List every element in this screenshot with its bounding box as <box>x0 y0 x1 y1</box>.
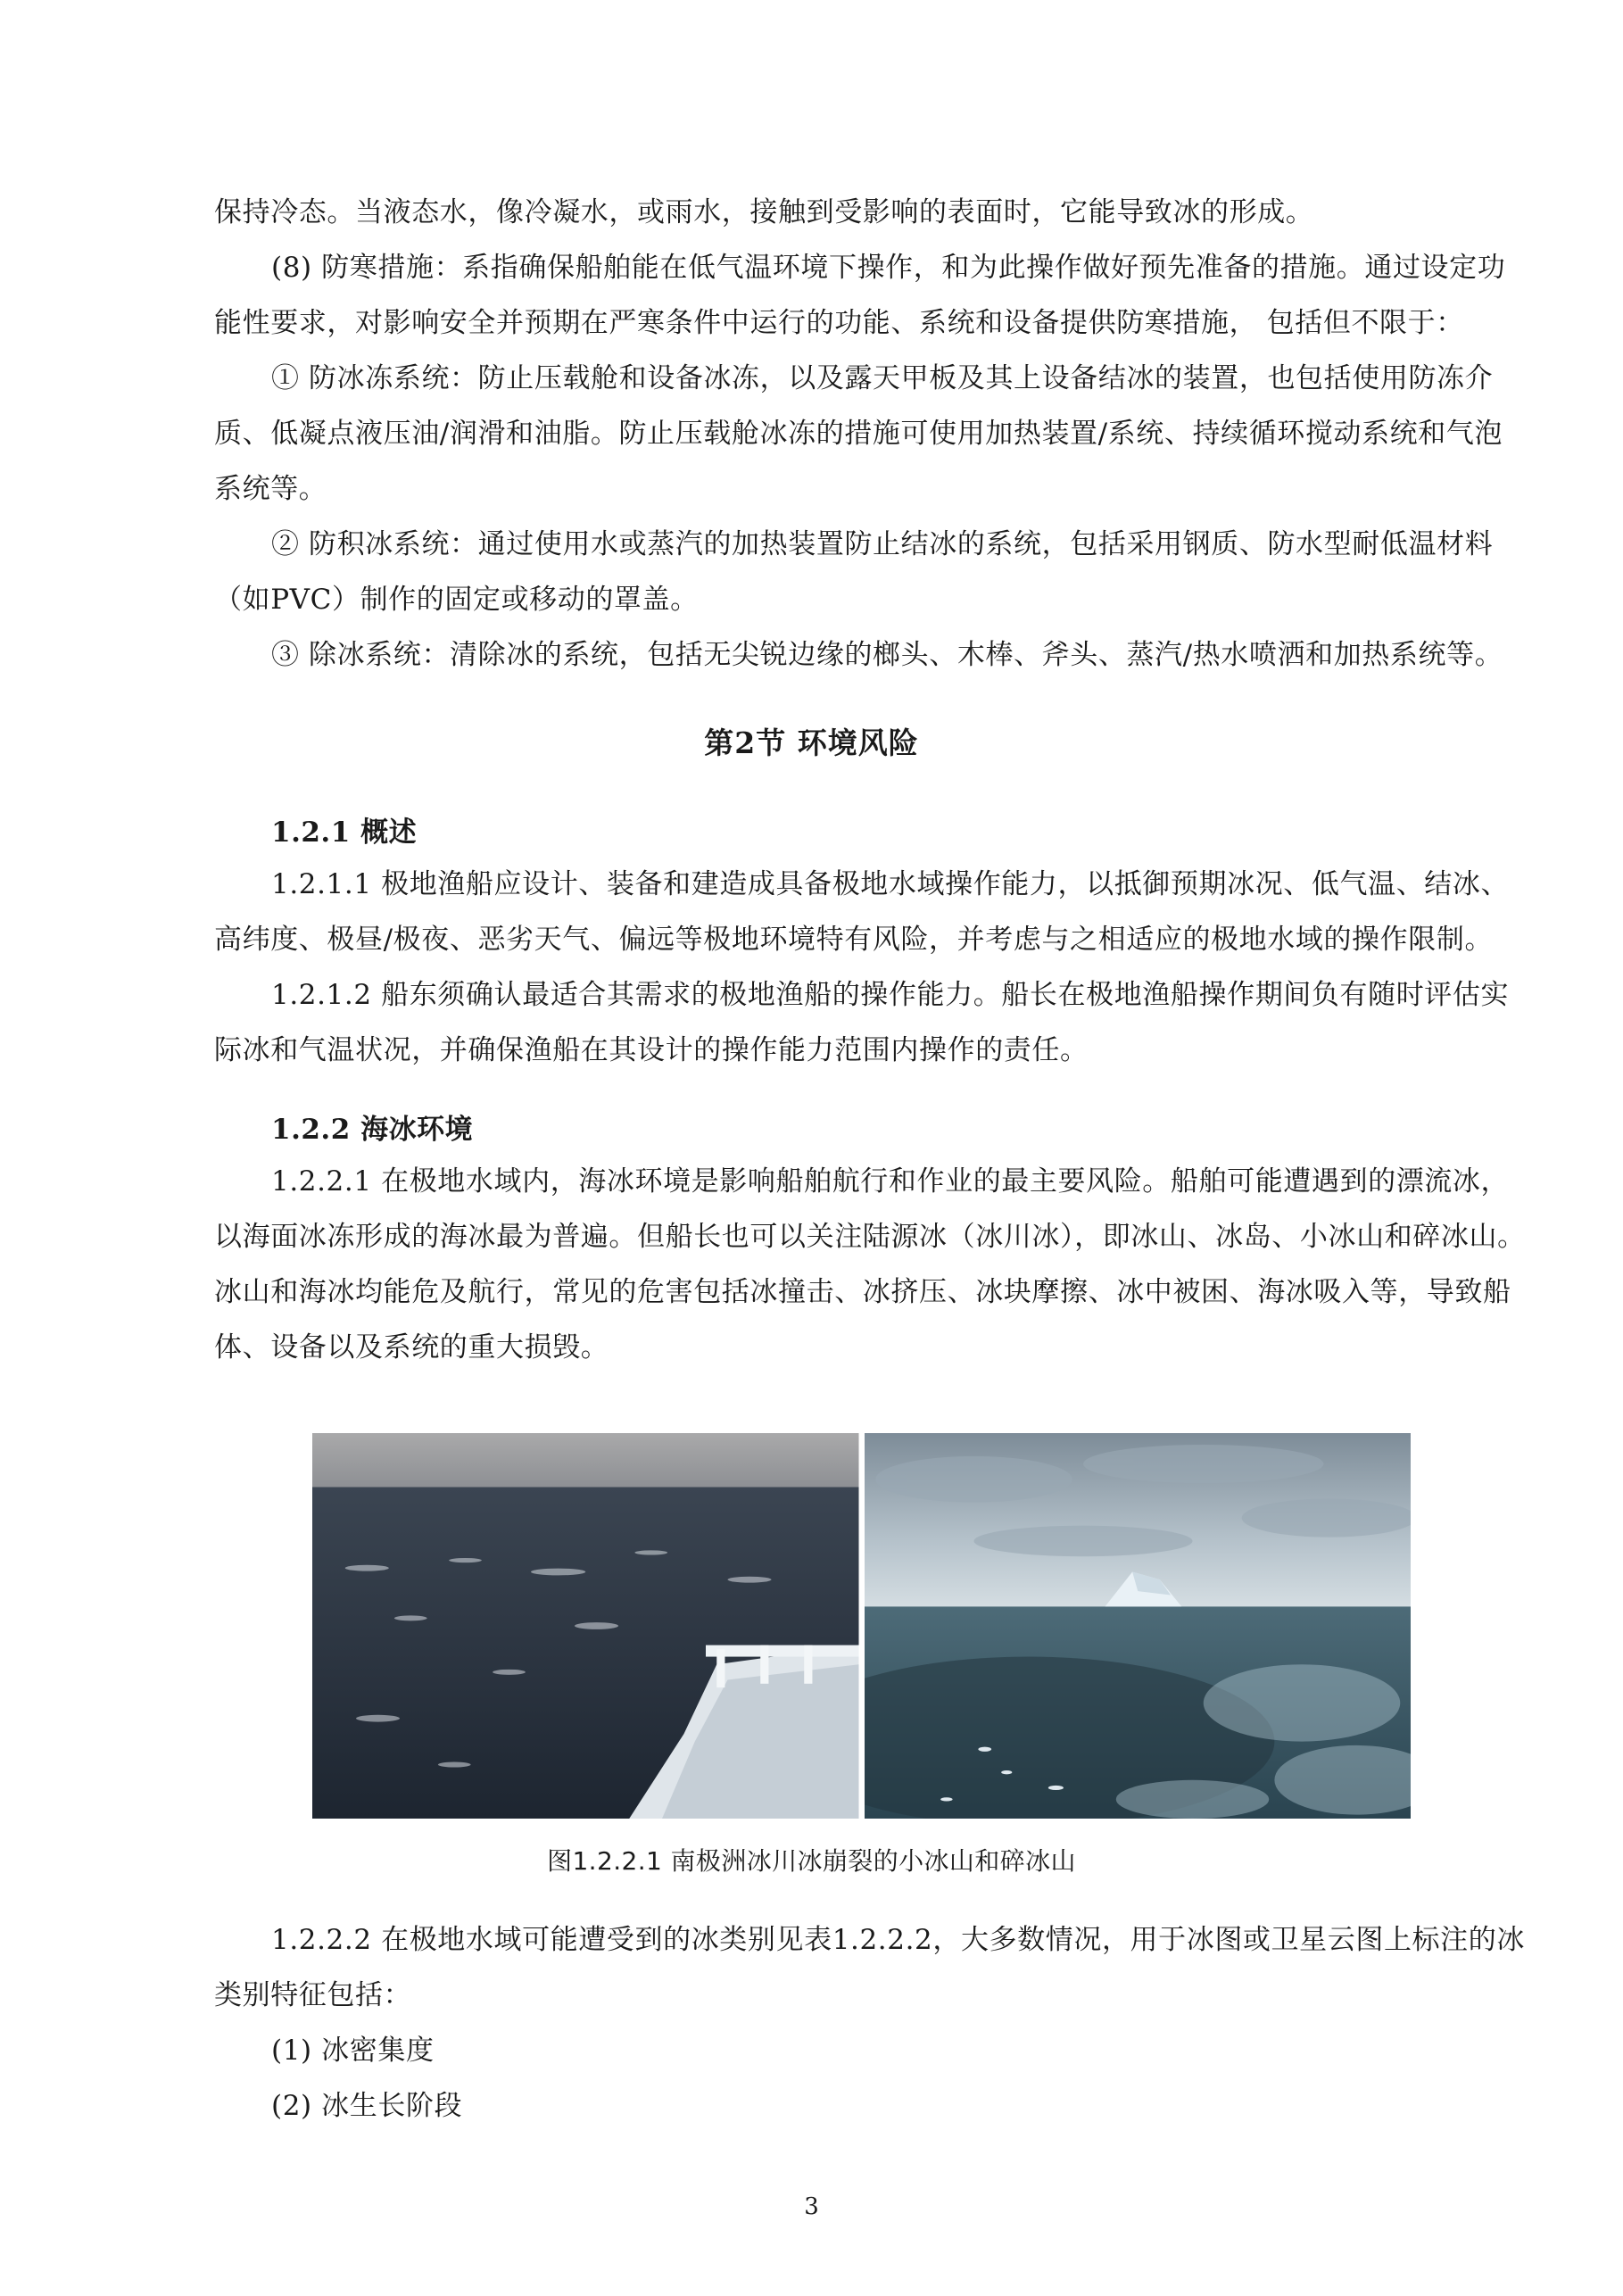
paragraph-1-2-1-2: 1.2.1.2 船东须确认最适合其需求的极地渔船的操作能力。船长在极地渔船操作期间负有随时评估实际冰和气温状况，并确保渔船在其设计的操作能力范围内操作的责任。 <box>214 979 1510 1066</box>
paragraph-1-2-2-1: 1.2.2.1 在极地水域内，海冰环境是影响船舶航行和作业的最主要风险。船舶可能遭遇到的漂流冰，以海面冰冻形成的海冰最为普遍。但船长也可以关注陆源冰（冰川冰），即冰山、冰岛、小冰山和碎冰山。冰山和海冰均能危及航行，常见的危害包括冰撞击、冰挤压、冰块摩擦、冰中被困、海冰吸入等，导致船体、设备以及系统的重大损毁。 <box>214 1165 1526 1364</box>
section-title: 第2节 环境风险 <box>704 725 919 760</box>
paragraph-cold-protection: (8) 防寒措施：系指确保船舶能在低气温环境下操作，和为此操作做好预先准备的措施。通过设定功能性要求，对影响安全并预期在严寒条件中运行的功能、系统和设备提供防寒措施， 包括但不限于： <box>214 252 1506 339</box>
overview-text-block <box>214 857 1526 1078</box>
sea-ice-text-block <box>214 1154 1526 1375</box>
photo-iceberg-in-ice-field <box>865 1433 1412 1819</box>
bottom-text-block <box>214 1912 1526 2134</box>
paragraph-anti-freeze-system: ① 防冰冻系统：防止压载舱和设备冰冻，以及露天甲板及其上设备结冰的装置，也包括使用防冻介质、低凝点液压油/润滑和油脂。防止压载舱冰冻的措施可使用加热装置/系统、持续循环搅动系统和气泡系统等。 <box>214 362 1503 505</box>
top-text-block <box>214 185 1526 683</box>
paragraph-anti-icing-system: ② 防积冰系统：通过使用水或蒸汽的加热装置防止结冰的系统，包括采用钢质、防水型耐低温材料（如PVC）制作的固定或移动的罩盖。 <box>214 528 1494 616</box>
paragraph-de-icing-system: ③ 除冰系统：清除冰的系统，包括无尖锐边缘的榔头、木棒、斧头、蒸汽/热水喷洒和加热系统等。 <box>271 639 1503 671</box>
photo-rough-sea-with-ship-bow <box>312 1433 859 1819</box>
paragraph-continuation: 保持冷态。当液态水，像冷凝水，或雨水，接触到受影响的表面时，它能导致冰的形成。 <box>214 196 1314 228</box>
page-number: 3 <box>804 2193 819 2220</box>
list-item-ice-concentration: (1) 冰密集度 <box>271 2035 435 2067</box>
figure-caption: 图1.2.2.1 南极洲冰川冰崩裂的小冰山和碎冰山 <box>547 1846 1076 1876</box>
subsection-heading-sea-ice: 1.2.2 海冰环境 <box>271 1114 474 1146</box>
subsection-heading-overview: 1.2.1 概述 <box>271 816 418 849</box>
figure-ice-photos <box>312 1433 1411 1819</box>
paragraph-1-2-2-2: 1.2.2.2 在极地水域可能遭受到的冰类别见表1.2.2.2，大多数情况，用于冰图或卫星云图上标注的冰类别特征包括： <box>214 1924 1525 2011</box>
list-item-ice-growth-stage: (2) 冰生长阶段 <box>271 2090 463 2122</box>
paragraph-1-2-1-1: 1.2.1.1 极地渔船应设计、装备和建造成具备极地水域操作能力，以抵御预期冰况、低气温、结冰、高纬度、极昼/极夜、恶劣天气、偏远等极地环境特有风险，并考虑与之相适应的极地水域的操作限制。 <box>214 868 1510 956</box>
